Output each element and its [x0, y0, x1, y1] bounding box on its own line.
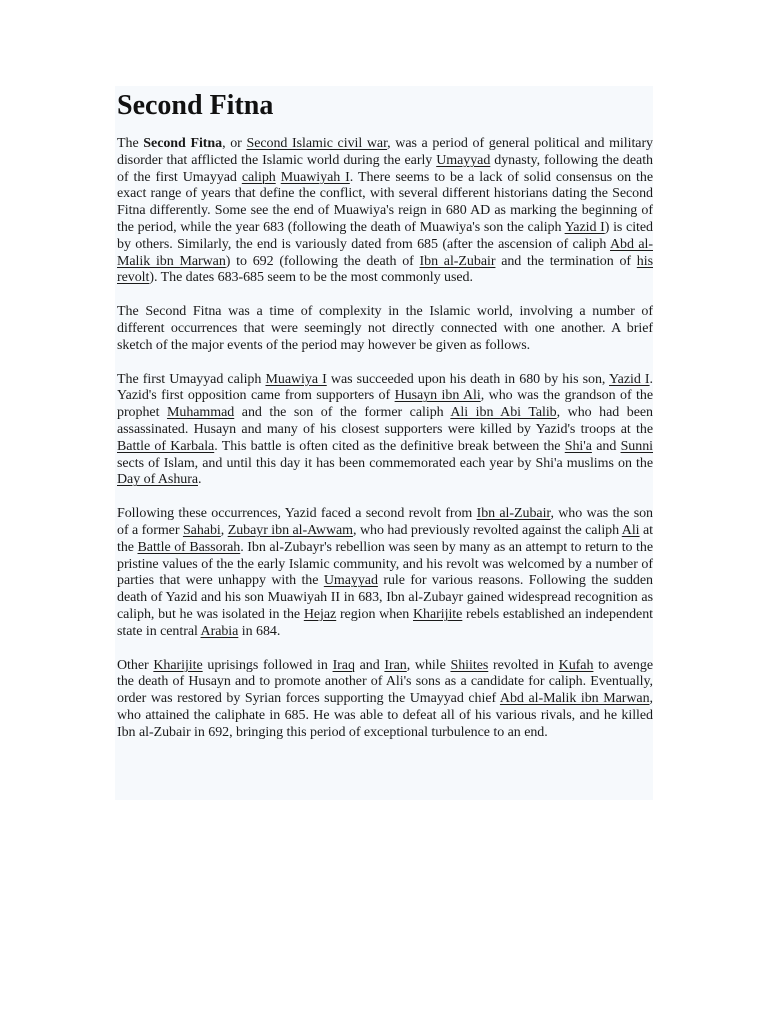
text-run: , who had previously revolted against the caliph [353, 522, 622, 538]
text-run: Other [117, 657, 154, 673]
article-link[interactable]: Yazid I [564, 219, 605, 235]
article-link[interactable]: Iran [384, 657, 407, 673]
article-link[interactable]: Yazid I [609, 371, 650, 387]
text-run: ). The dates 683-685 seem to be the most commonly used. [149, 270, 473, 286]
text-run: Following these occurrences, Yazid faced a second revolt from [117, 506, 477, 522]
text-run: . [198, 472, 202, 488]
text-run: uprisings followed in [202, 657, 333, 673]
article-link[interactable]: Husayn ibn Ali [394, 388, 481, 404]
text-run: . Yazid's first opposition came from supporters of [117, 371, 653, 404]
text-run: region when [336, 606, 413, 622]
article-link[interactable]: Zubayr ibn al-Awwam [227, 522, 354, 538]
article-link[interactable]: Abd al-Malik ibn Marwan [499, 691, 650, 707]
paragraph [117, 506, 653, 640]
article-link[interactable]: Muawiya I [265, 371, 327, 387]
article-link[interactable]: Arabia [200, 623, 239, 639]
article-body [117, 136, 653, 742]
text-run: and the termination of [495, 253, 637, 269]
article-link[interactable]: Sahabi [182, 522, 221, 538]
article-link[interactable]: Iraq [332, 657, 355, 673]
article-link[interactable]: Ali ibn Abi Talib [450, 405, 557, 421]
text-run: rebels established an independent state in central [117, 606, 653, 639]
text-run: in 684. [238, 623, 281, 639]
article-link[interactable]: Ali [621, 522, 640, 538]
article-link[interactable]: Shiites [450, 657, 489, 673]
article-link[interactable]: Battle of Karbala [117, 438, 215, 454]
text-run: to avenge the death of Husayn and to promote another of Ali's sons as a candidate for caliph. Eventually, order was restored by Syrian forces supporting the Umayyad chief [117, 657, 653, 707]
article-link[interactable]: Ibn al-Zubair [476, 506, 551, 522]
article-link[interactable]: Day of Ashura [117, 472, 198, 488]
article-link[interactable]: Umayyad [323, 573, 378, 589]
article-link[interactable]: Abd al-Malik ibn Marwan [117, 236, 653, 269]
article-link[interactable]: Shi'a [564, 438, 592, 454]
article-link[interactable]: Kharijite [413, 606, 463, 622]
text-run: at the [117, 522, 653, 555]
article-link[interactable]: Battle of Bassorah [137, 539, 241, 555]
text-run: The [117, 136, 144, 151]
text-run: . This battle is often cited as the definitive break between the [214, 438, 565, 454]
text-run: , while [406, 657, 451, 673]
article-link[interactable]: Umayyad [436, 152, 491, 168]
text-run: was succeeded upon his death in 680 by his son, [326, 371, 610, 387]
bold-term: Second Fitna [143, 136, 223, 151]
paragraph [117, 658, 653, 742]
text-run: , who had been assassinated. Husayn and many of his closest supporters were killed by Yazid's troops at the [117, 405, 653, 437]
text-run: , [220, 522, 228, 538]
text-run: and [591, 438, 621, 454]
text-run: . Ibn al-Zubayr's rebellion was seen by many as an attempt to return to the pristine values of the the early Islamic community, and his revolt was welcomed by a number of parties that were unhappy with the [117, 539, 653, 589]
article-link[interactable]: Sunni [620, 438, 653, 454]
article-link[interactable]: Ibn al-Zubair [419, 253, 496, 269]
article-link[interactable]: Muhammad [166, 405, 235, 421]
article-link[interactable]: Kharijite [153, 657, 203, 673]
text-run: . There seems to be a lack of solid consensus on the exact range of years that define the conflict, with several different historians dating the Second Fitna differently. Some see the end of Muawiya's reign in 680 AD as marking the beginning of the period, while the year 683 (following the death of Muawiya's son the caliph [117, 169, 654, 235]
text-run: , who attained the caliphate in 685. He was able to defeat all of his various rivals, and he killed Ibn al-Zubair in 692, bringing this period of exceptional turbulence to an end. [117, 691, 653, 740]
text-run: ) is cited by others. Similarly, the end is variously dated from 685 (after the ascension of caliph [117, 219, 653, 252]
text-run: The Second Fitna was a time of complexity in the Islamic world, involving a number of different occurrences that were seemingly not directly connected with one another. A brief sketch of the major events of the period may however be given as follows. [117, 304, 653, 353]
text-run: ) to 692 (following the death of [225, 253, 420, 269]
article-link[interactable]: Hejaz [303, 606, 337, 622]
article [117, 86, 653, 759]
article-link[interactable]: Kufah [558, 657, 594, 673]
paragraph [117, 304, 653, 354]
text-run: , who was the grandson of the prophet [117, 388, 653, 421]
paragraph [117, 136, 653, 287]
article-link[interactable]: caliph [241, 169, 276, 185]
paragraph [117, 372, 653, 490]
text-run: dynasty, following the death of the first Umayyad [117, 152, 653, 185]
text-run: revolted in [488, 657, 559, 673]
article-link[interactable]: Second Islamic civil war [246, 136, 388, 151]
article-link[interactable]: Muawiyah I [280, 169, 350, 185]
text-run: , who was the son of a former [117, 506, 654, 538]
article-title: Second Fitna [117, 90, 274, 121]
text-run: and the son of the former caliph [234, 405, 451, 421]
text-run: , or [222, 136, 247, 151]
text-run: The first Umayyad caliph [117, 371, 266, 387]
article-link[interactable]: his revolt [117, 253, 653, 286]
text-run: rule for various reasons. Following the sudden death of Yazid and his son Muawiyah II in 683, Ibn al-Zubayr gained widespread recognition as caliph, but he was isolated in the [117, 573, 654, 622]
text-run: , was a period of general political and military disorder that afflicted the Islamic world during the early [117, 136, 654, 168]
text-run: sects of Islam, and until this day it has been commemorated each year by Shi'a muslims on the [117, 455, 653, 471]
text-run: and [354, 657, 385, 673]
